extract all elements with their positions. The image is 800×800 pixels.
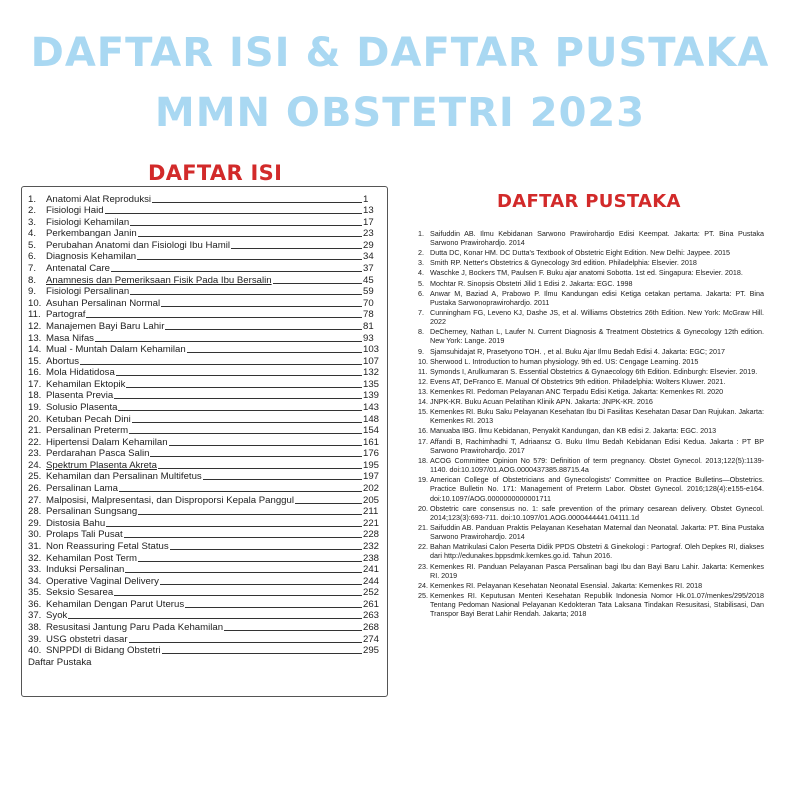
toc-leader-line xyxy=(129,642,362,643)
reference-text: American College of Obstetricians and Gynecologists' Committee on Practice Bulletins—Obstetrics. Practice Bulletin No. 171: Management of Preterm Labor. Obstet Gynecol. 2016;128(4):e155-e164. doi:10.1097/AOG.0000000000001711 xyxy=(430,475,764,503)
toc-number: 39. xyxy=(28,633,42,645)
toc-page-number: 34 xyxy=(363,251,374,263)
toc-row xyxy=(28,390,383,402)
toc-row xyxy=(28,633,383,645)
toc-page-number: 238 xyxy=(363,552,380,564)
toc-page-number: 78 xyxy=(363,309,374,321)
reference-item xyxy=(418,289,764,307)
toc-number: 23. xyxy=(28,448,42,460)
reference-text: Waschke J, Bockers TM, Paulsen F. Buku ajar anatomi Sobotta. 1st ed. Singapura: Elsevier. 2018. xyxy=(430,268,743,278)
toc-number: 18. xyxy=(28,390,42,402)
toc-number: 6. xyxy=(28,251,37,263)
toc-page-number: 202 xyxy=(363,483,380,495)
reference-item xyxy=(418,542,764,560)
toc-leader-line xyxy=(125,572,362,573)
toc-title: Fisiologi Haid xyxy=(46,205,104,217)
toc-page-number: 195 xyxy=(363,459,380,471)
toc-title: Induksi Persalinan xyxy=(46,564,125,576)
reference-item xyxy=(418,268,764,277)
toc-page-number: 176 xyxy=(363,448,380,460)
toc-leader-line xyxy=(169,445,362,446)
reference-number: 7. xyxy=(418,307,424,317)
toc-row xyxy=(28,320,383,332)
reference-text: Sjamsuhidajat R, Prasetyono TOH. , et al. Buku Ajar Ilmu Bedah Edisi 4. Jakarta: EGC; 2017 xyxy=(430,346,725,356)
toc-title: Antenatal Care xyxy=(46,263,110,275)
toc-row xyxy=(28,610,383,622)
reference-item xyxy=(418,581,764,590)
toc-row xyxy=(28,540,383,552)
reference-number: 25. xyxy=(418,590,428,600)
reference-text: Obstetric care consensus no. 1: safe prevention of the primary cesarean delivery. Obstet Gynecol. 2014;123(3):693-711. doi:10.1097/01.AOG.0000444441.04111.1d xyxy=(430,503,764,522)
reference-number: 19. xyxy=(418,475,428,485)
reference-text: Saifuddin AB. Ilmu Kebidanan Sarwono Prawirohardjo Edisi Keempat. Jakarta: PT. Bina Pustaka Sarwono Prawirohardjo. 2014 xyxy=(430,229,764,248)
toc-title: Kehamilan dan Persalinan Multifetus xyxy=(46,471,202,483)
toc-title: Partograf xyxy=(46,309,86,321)
toc-page-number: 107 xyxy=(363,355,380,367)
toc-leader-line xyxy=(95,341,362,342)
toc-row xyxy=(28,332,383,344)
toc-row xyxy=(28,517,383,529)
toc-number: 34. xyxy=(28,575,42,587)
toc-leader-line xyxy=(273,283,362,284)
toc-leader-line xyxy=(68,618,362,619)
toc-number: 26. xyxy=(28,483,42,495)
toc-leader-line xyxy=(170,549,362,550)
toc-page-number: 37 xyxy=(363,263,374,275)
toc-leader-line xyxy=(130,225,362,226)
reference-item xyxy=(418,248,764,257)
toc-row xyxy=(28,494,383,506)
toc-leader-line xyxy=(111,271,362,272)
toc-leader-line xyxy=(137,259,362,260)
toc-row xyxy=(28,251,383,263)
toc-title: Syok xyxy=(46,610,68,622)
reference-text: Dutta DC, Konar HM. DC Dutta's Textbook of Obstetric Eight Edition. New Delhi: Jaypee. 2015 xyxy=(430,248,731,258)
toc-page-number: 211 xyxy=(363,506,379,518)
toc-title: Mual - Muntah Dalam Kehamilan xyxy=(46,344,186,356)
toc-title: Anatomi Alat Reproduksi xyxy=(46,193,152,205)
toc-row xyxy=(28,344,383,356)
toc-leader-line xyxy=(160,584,362,585)
toc-leader-line xyxy=(116,375,362,376)
toc-page-number: 29 xyxy=(363,239,374,251)
toc-page-number: 268 xyxy=(363,621,380,633)
toc-row xyxy=(28,448,383,460)
toc-title: Masa Nifas xyxy=(46,332,94,344)
toc-title: Kehamilan Dengan Parut Uterus xyxy=(46,598,185,610)
main-title-line1: DAFTAR ISI & DAFTAR PUSTAKA xyxy=(30,30,770,76)
reference-text: Saifuddin AB. Panduan Praktis Pelayanan Kesehatan Maternal dan Neonatal. Jakarta: PT. Bina Pustaka Sarwono Prawirohardjo. 2014 xyxy=(430,522,764,542)
toc-page-number: 161 xyxy=(363,436,380,448)
toc-leader-line xyxy=(161,306,362,307)
toc-number: 1. xyxy=(28,193,37,205)
toc-page-number: 17 xyxy=(363,216,374,228)
toc-number: 32. xyxy=(28,552,42,564)
reference-text: Kemenkes RI. Pelayanan Kesehatan Neonatal Esensial. Jakarta: Kemenkes RI. 2018 xyxy=(430,580,703,590)
reference-text: Kemenkes RI. Keputusan Menteri Kesehatan Republik Indonesia Nomor Hk.01.07/menkes/295/2018 Tentang Pedoman Nasional Pelayanan Kedokteran Tata Laksana Tindakan Resusitasi, Stabilisasi, Dan Transpor Bayi Berat Lahir Rendah. Jakarta; 2018 xyxy=(430,590,764,619)
toc-row xyxy=(28,587,383,599)
toc-page-number: 93 xyxy=(363,332,374,344)
toc-row xyxy=(28,436,383,448)
main-title-line2: MMN OBSTETRI 2023 xyxy=(154,90,646,136)
toc-number: 40. xyxy=(28,645,42,657)
toc-title: Kehamilan Ektopik xyxy=(46,378,126,390)
toc-row xyxy=(28,621,383,633)
reference-item xyxy=(418,347,764,356)
reference-number: 23. xyxy=(418,561,428,571)
toc-row xyxy=(28,216,383,228)
toc-title: Prolaps Tali Pusat xyxy=(46,529,123,541)
reference-item xyxy=(418,426,764,435)
toc-title: Persalinan Preterm xyxy=(46,425,129,437)
toc-title: Distosia Bahu xyxy=(46,517,106,529)
toc-title: Diagnosis Kehamilan xyxy=(46,251,137,263)
toc-number: 22. xyxy=(28,436,42,448)
toc-page-number: 103 xyxy=(363,344,380,356)
toc-tail: Daftar Pustaka xyxy=(28,657,92,669)
toc-leader-line xyxy=(138,236,362,237)
toc-title: Perdarahan Pasca Salin xyxy=(46,448,150,460)
toc-number: 20. xyxy=(28,413,42,425)
toc-row xyxy=(28,425,383,437)
toc-leader-line xyxy=(106,526,362,527)
toc-number: 2. xyxy=(28,205,37,217)
toc-leader-line xyxy=(105,213,362,214)
toc-row xyxy=(28,286,383,298)
toc-number: 10. xyxy=(28,297,42,309)
toc-title: Persalinan Sungsang xyxy=(46,506,138,518)
toc-heading: DAFTAR ISI xyxy=(148,161,283,185)
reference-item xyxy=(418,357,764,366)
reference-number: 14. xyxy=(418,397,428,407)
toc-page-number: 13 xyxy=(363,205,374,217)
toc-title: Perkembangan Janin xyxy=(46,228,137,240)
toc-page-number: 274 xyxy=(363,633,380,645)
reference-text: Kemenkes RI. Panduan Pelayanan Pasca Persalinan bagi Ibu dan Bayi Baru Lahir. Jakarta: Kemenkes RI. 2019 xyxy=(430,561,764,580)
reference-text: ACOG Committee Opinion No 579: Definition of term pregnancy. Obstet Gynecol. 2013;122(5):1139-1140. doi:10.1097/01.AOG.0000437385.88715.4a xyxy=(430,455,764,475)
toc-leader-line xyxy=(203,479,362,480)
toc-page-number: 261 xyxy=(363,598,380,610)
toc-page-number: 139 xyxy=(363,390,380,402)
toc-row xyxy=(28,598,383,610)
reference-text: Anwar M, Baziad A, Prabowo P. Ilmu Kandungan edisi Ketiga cetakan pertama. Jakarta: PT. Bina Pustaka Sarwonoprawirohardjo. 2011 xyxy=(430,288,764,307)
toc-leader-line xyxy=(162,653,362,654)
toc-row xyxy=(28,413,383,425)
toc-leader-line xyxy=(165,329,362,330)
toc-page-number: 23 xyxy=(363,228,374,240)
toc-title: Mola Hidatidosa xyxy=(46,367,115,379)
toc-row xyxy=(28,378,383,390)
toc-page-number: 81 xyxy=(363,320,374,332)
toc-row xyxy=(28,471,383,483)
reference-number: 10. xyxy=(418,356,428,366)
reference-number: 6. xyxy=(418,288,424,298)
toc-row xyxy=(28,309,383,321)
reference-number: 24. xyxy=(418,580,428,590)
toc-number: 19. xyxy=(28,401,42,413)
toc-leader-line xyxy=(114,595,362,596)
toc-title: Solusio Plasenta xyxy=(46,401,118,413)
toc-row xyxy=(28,367,383,379)
toc-row xyxy=(28,401,383,413)
reference-number: 3. xyxy=(418,258,424,268)
references-heading: DAFTAR PUSTAKA xyxy=(497,191,681,212)
toc-title: Abortus xyxy=(46,355,80,367)
toc-number: 12. xyxy=(28,320,42,332)
toc-number: 33. xyxy=(28,564,42,576)
toc-leader-line xyxy=(185,607,362,608)
toc-leader-line xyxy=(126,387,362,388)
reference-number: 17. xyxy=(418,436,428,446)
toc-leader-line xyxy=(114,398,362,399)
toc-number: 14. xyxy=(28,344,42,356)
reference-item xyxy=(418,397,764,406)
toc-page-number: 252 xyxy=(363,587,380,599)
toc-title: Perubahan Anatomi dan Fisiologi Ibu Hamil xyxy=(46,239,230,251)
toc-row xyxy=(28,459,383,471)
reference-text: Cunningham FG, Leveno KJ, Dashe JS, et al. Williams Obstetrics 26th Edition. New York: McGraw Hill. 2022 xyxy=(430,307,764,327)
toc-number: 13. xyxy=(28,332,42,344)
reference-item xyxy=(418,562,764,580)
reference-number: 5. xyxy=(418,278,424,288)
reference-number: 11. xyxy=(418,366,428,376)
toc-leader-line xyxy=(130,294,362,295)
toc-number: 7. xyxy=(28,263,37,275)
toc-row xyxy=(28,552,383,564)
toc-title: Asuhan Persalinan Normal xyxy=(46,297,161,309)
toc-page-number: 45 xyxy=(363,274,374,286)
reference-text: Evens AT, DeFranco E. Manual Of Obstetrics 9th edition. Philadelphia: Wolters Kluwer. 2021. xyxy=(430,376,726,386)
toc-leader-line xyxy=(158,468,362,469)
toc-row xyxy=(28,228,383,240)
toc-row xyxy=(28,262,383,274)
toc-title: Operative Vaginal Delivery xyxy=(46,575,159,587)
reference-text: Smith RP. Netter's Obstetrics & Gynecology 3rd edition. Philadelphia: Elsevier. 2018 xyxy=(430,258,697,268)
toc-page-number: 205 xyxy=(363,494,380,506)
toc-page-number: 132 xyxy=(363,367,380,379)
toc-number: 9. xyxy=(28,286,37,298)
toc-page-number: 148 xyxy=(363,413,380,425)
toc-page-number: 244 xyxy=(363,575,380,587)
toc-title: Spektrum Plasenta Akreta xyxy=(46,459,157,471)
toc-page-number: 263 xyxy=(363,610,380,622)
reference-number: 2. xyxy=(418,248,424,258)
toc-leader-line xyxy=(138,561,362,562)
toc-box xyxy=(21,186,388,697)
toc-number: 36. xyxy=(28,598,42,610)
reference-item xyxy=(418,387,764,396)
toc-leader-line xyxy=(80,364,362,365)
toc-row xyxy=(28,274,383,286)
reference-number: 1. xyxy=(418,229,424,238)
reference-text: Kemenkes RI. Pedoman Pelayanan ANC Terpadu Edisi Ketiga. Jakarta: Kemenkes RI. 2020 xyxy=(430,386,724,396)
reference-text: Affandi B, Rachimhadhi T, Adriaansz G. Buku Ilmu Bedah Kebidanan Edisi Kedua. Jakarta : PT BP Sarwono Prawirohardjo. 2017 xyxy=(430,436,764,455)
toc-leader-line xyxy=(295,503,362,504)
toc-number: 3. xyxy=(28,216,37,228)
reference-item xyxy=(418,523,764,541)
reference-item xyxy=(418,279,764,288)
reference-text: Symonds I, Arulkumaran S. Essential Obstetrics & Gynaecology 6th Edition. Edinburgh: Elsevier. 2019. xyxy=(430,366,758,376)
reference-item xyxy=(418,327,764,345)
toc-number: 31. xyxy=(28,540,42,552)
toc-title: Anamnesis dan Pemeriksaan Fisik Pada Ibu Bersalin xyxy=(46,274,272,286)
toc-title: Persalinan Lama xyxy=(46,483,118,495)
toc-leader-line xyxy=(86,317,362,318)
reference-number: 16. xyxy=(418,426,428,436)
toc-row xyxy=(28,193,383,205)
toc-leader-line xyxy=(119,491,362,492)
toc-leader-line xyxy=(187,352,362,353)
reference-text: Bahan Matrikulasi Calon Peserta Didik PPDS Obstetri & Ginekologi : Partograf. Oleh Depkes RI, diakses dari http://edunakes.bppsdmk.kemkes.go.id. Tahun 2016. xyxy=(430,542,764,561)
reference-number: 15. xyxy=(418,407,428,417)
toc-leader-line xyxy=(224,630,362,631)
toc-number: 8. xyxy=(28,274,37,286)
toc-leader-line xyxy=(138,514,362,515)
reference-number: 18. xyxy=(418,455,428,465)
toc-row xyxy=(28,506,383,518)
toc-title: Fisiologi Persalinan xyxy=(46,286,130,298)
toc-leader-line xyxy=(132,422,362,423)
reference-item xyxy=(418,308,764,326)
toc-number: 24. xyxy=(28,459,42,471)
toc-row xyxy=(28,297,383,309)
reference-number: 21. xyxy=(418,522,428,532)
reference-item xyxy=(418,504,764,522)
toc-row xyxy=(28,482,383,494)
reference-item xyxy=(418,229,764,247)
toc-title: Fisiologi Kehamilan xyxy=(46,216,130,228)
toc-row xyxy=(28,205,383,217)
reference-item xyxy=(418,437,764,455)
toc-leader-line xyxy=(124,537,362,538)
toc-number: 15. xyxy=(28,355,42,367)
toc-number: 25. xyxy=(28,471,42,483)
toc-page-number: 70 xyxy=(363,297,374,309)
toc-page-number: 143 xyxy=(363,401,380,413)
toc-number: 4. xyxy=(28,228,37,240)
toc-number: 37. xyxy=(28,610,42,622)
toc-row xyxy=(28,529,383,541)
toc-number: 38. xyxy=(28,621,42,633)
toc-row xyxy=(28,564,383,576)
toc-number: 11. xyxy=(28,309,41,321)
toc-page-number: 154 xyxy=(363,425,380,437)
reference-text: Manuaba IBG. Ilmu Kebidanan, Penyakit Kandungan, dan KB edisi 2. Jakarta: EGC. 2013 xyxy=(430,426,717,436)
reference-item xyxy=(418,407,764,425)
toc-number: 29. xyxy=(28,517,42,529)
reference-number: 9. xyxy=(418,346,424,356)
toc-number: 5. xyxy=(28,239,37,251)
toc-row xyxy=(28,239,383,251)
toc-row xyxy=(28,575,383,587)
toc-page-number: 232 xyxy=(363,540,380,552)
toc-title: Hipertensi Dalam Kehamilan xyxy=(46,436,168,448)
toc-title: USG obstetri dasar xyxy=(46,633,128,645)
reference-number: 4. xyxy=(418,268,424,278)
toc-number: 27. xyxy=(28,494,42,506)
toc-leader-line xyxy=(129,433,362,434)
toc-title: Resusitasi Jantung Paru Pada Kehamilan xyxy=(46,621,224,633)
reference-number: 13. xyxy=(418,386,428,396)
toc-title: Malposisi, Malpresentasi, dan Disproporsi Kepala Panggul xyxy=(46,494,294,506)
reference-text: Mochtar R. Sinopsis Obstetri Jilid 1 Edisi 2. Jakarta: EGC. 1998 xyxy=(430,278,633,288)
toc-list xyxy=(28,193,383,656)
toc-page-number: 241 xyxy=(363,564,380,576)
references-list xyxy=(418,229,764,619)
toc-title: Non Reassuring Fetal Status xyxy=(46,540,169,552)
toc-leader-line xyxy=(150,456,362,457)
toc-page-number: 1 xyxy=(363,193,369,205)
reference-item xyxy=(418,367,764,376)
reference-number: 12. xyxy=(418,376,428,386)
toc-page-number: 295 xyxy=(363,645,380,657)
reference-number: 22. xyxy=(418,542,428,552)
reference-item xyxy=(418,591,764,619)
reference-item xyxy=(418,475,764,503)
reference-text: Kemenkes RI. Buku Saku Pelayanan Kesehatan Ibu Di Fasilitas Kesehatan Dasar Dan Rujukan. Jakarta: Kemenkes RI. 2013 xyxy=(430,407,765,426)
toc-number: 35. xyxy=(28,587,42,599)
toc-title: SNPPDI di Bidang Obstetri xyxy=(46,645,161,657)
toc-title: Seksio Sesarea xyxy=(46,587,114,599)
reference-text: DeCherney, Nathan L, Laufer N. Current Diagnosis & Treatment Obstetrics & Gynecology 12th edition. New York: Lange. 2019 xyxy=(430,327,764,346)
reference-item xyxy=(418,377,764,386)
reference-number: 8. xyxy=(418,327,424,337)
toc-number: 17. xyxy=(28,378,42,390)
toc-page-number: 135 xyxy=(363,378,380,390)
toc-leader-line xyxy=(231,248,362,249)
toc-title: Plasenta Previa xyxy=(46,390,114,402)
toc-title: Kehamilan Post Term xyxy=(46,552,138,564)
toc-page-number: 59 xyxy=(363,286,374,298)
toc-title: Ketuban Pecah Dini xyxy=(46,413,131,425)
toc-title: Manajemen Bayi Baru Lahir xyxy=(46,320,165,332)
toc-number: 30. xyxy=(28,529,42,541)
toc-number: 16. xyxy=(28,367,42,379)
toc-number: 28. xyxy=(28,506,42,518)
reference-item xyxy=(418,258,764,267)
toc-row xyxy=(28,645,383,657)
reference-number: 20. xyxy=(418,503,428,513)
reference-text: JNPK-KR. Buku Acuan Pelatihan Klinik APN. Jakarta: JNPK-KR. 2016 xyxy=(430,397,653,407)
toc-page-number: 228 xyxy=(363,529,380,541)
toc-number: 21. xyxy=(28,425,42,437)
reference-text: Sherwood L. Introduction to human physiology. 9th ed. US: Cengage Learning. 2015 xyxy=(430,356,699,366)
toc-leader-line xyxy=(152,202,362,203)
reference-item xyxy=(418,456,764,474)
toc-row xyxy=(28,355,383,367)
toc-page-number: 197 xyxy=(363,471,380,483)
toc-page-number: 221 xyxy=(363,517,380,529)
toc-leader-line xyxy=(118,410,362,411)
